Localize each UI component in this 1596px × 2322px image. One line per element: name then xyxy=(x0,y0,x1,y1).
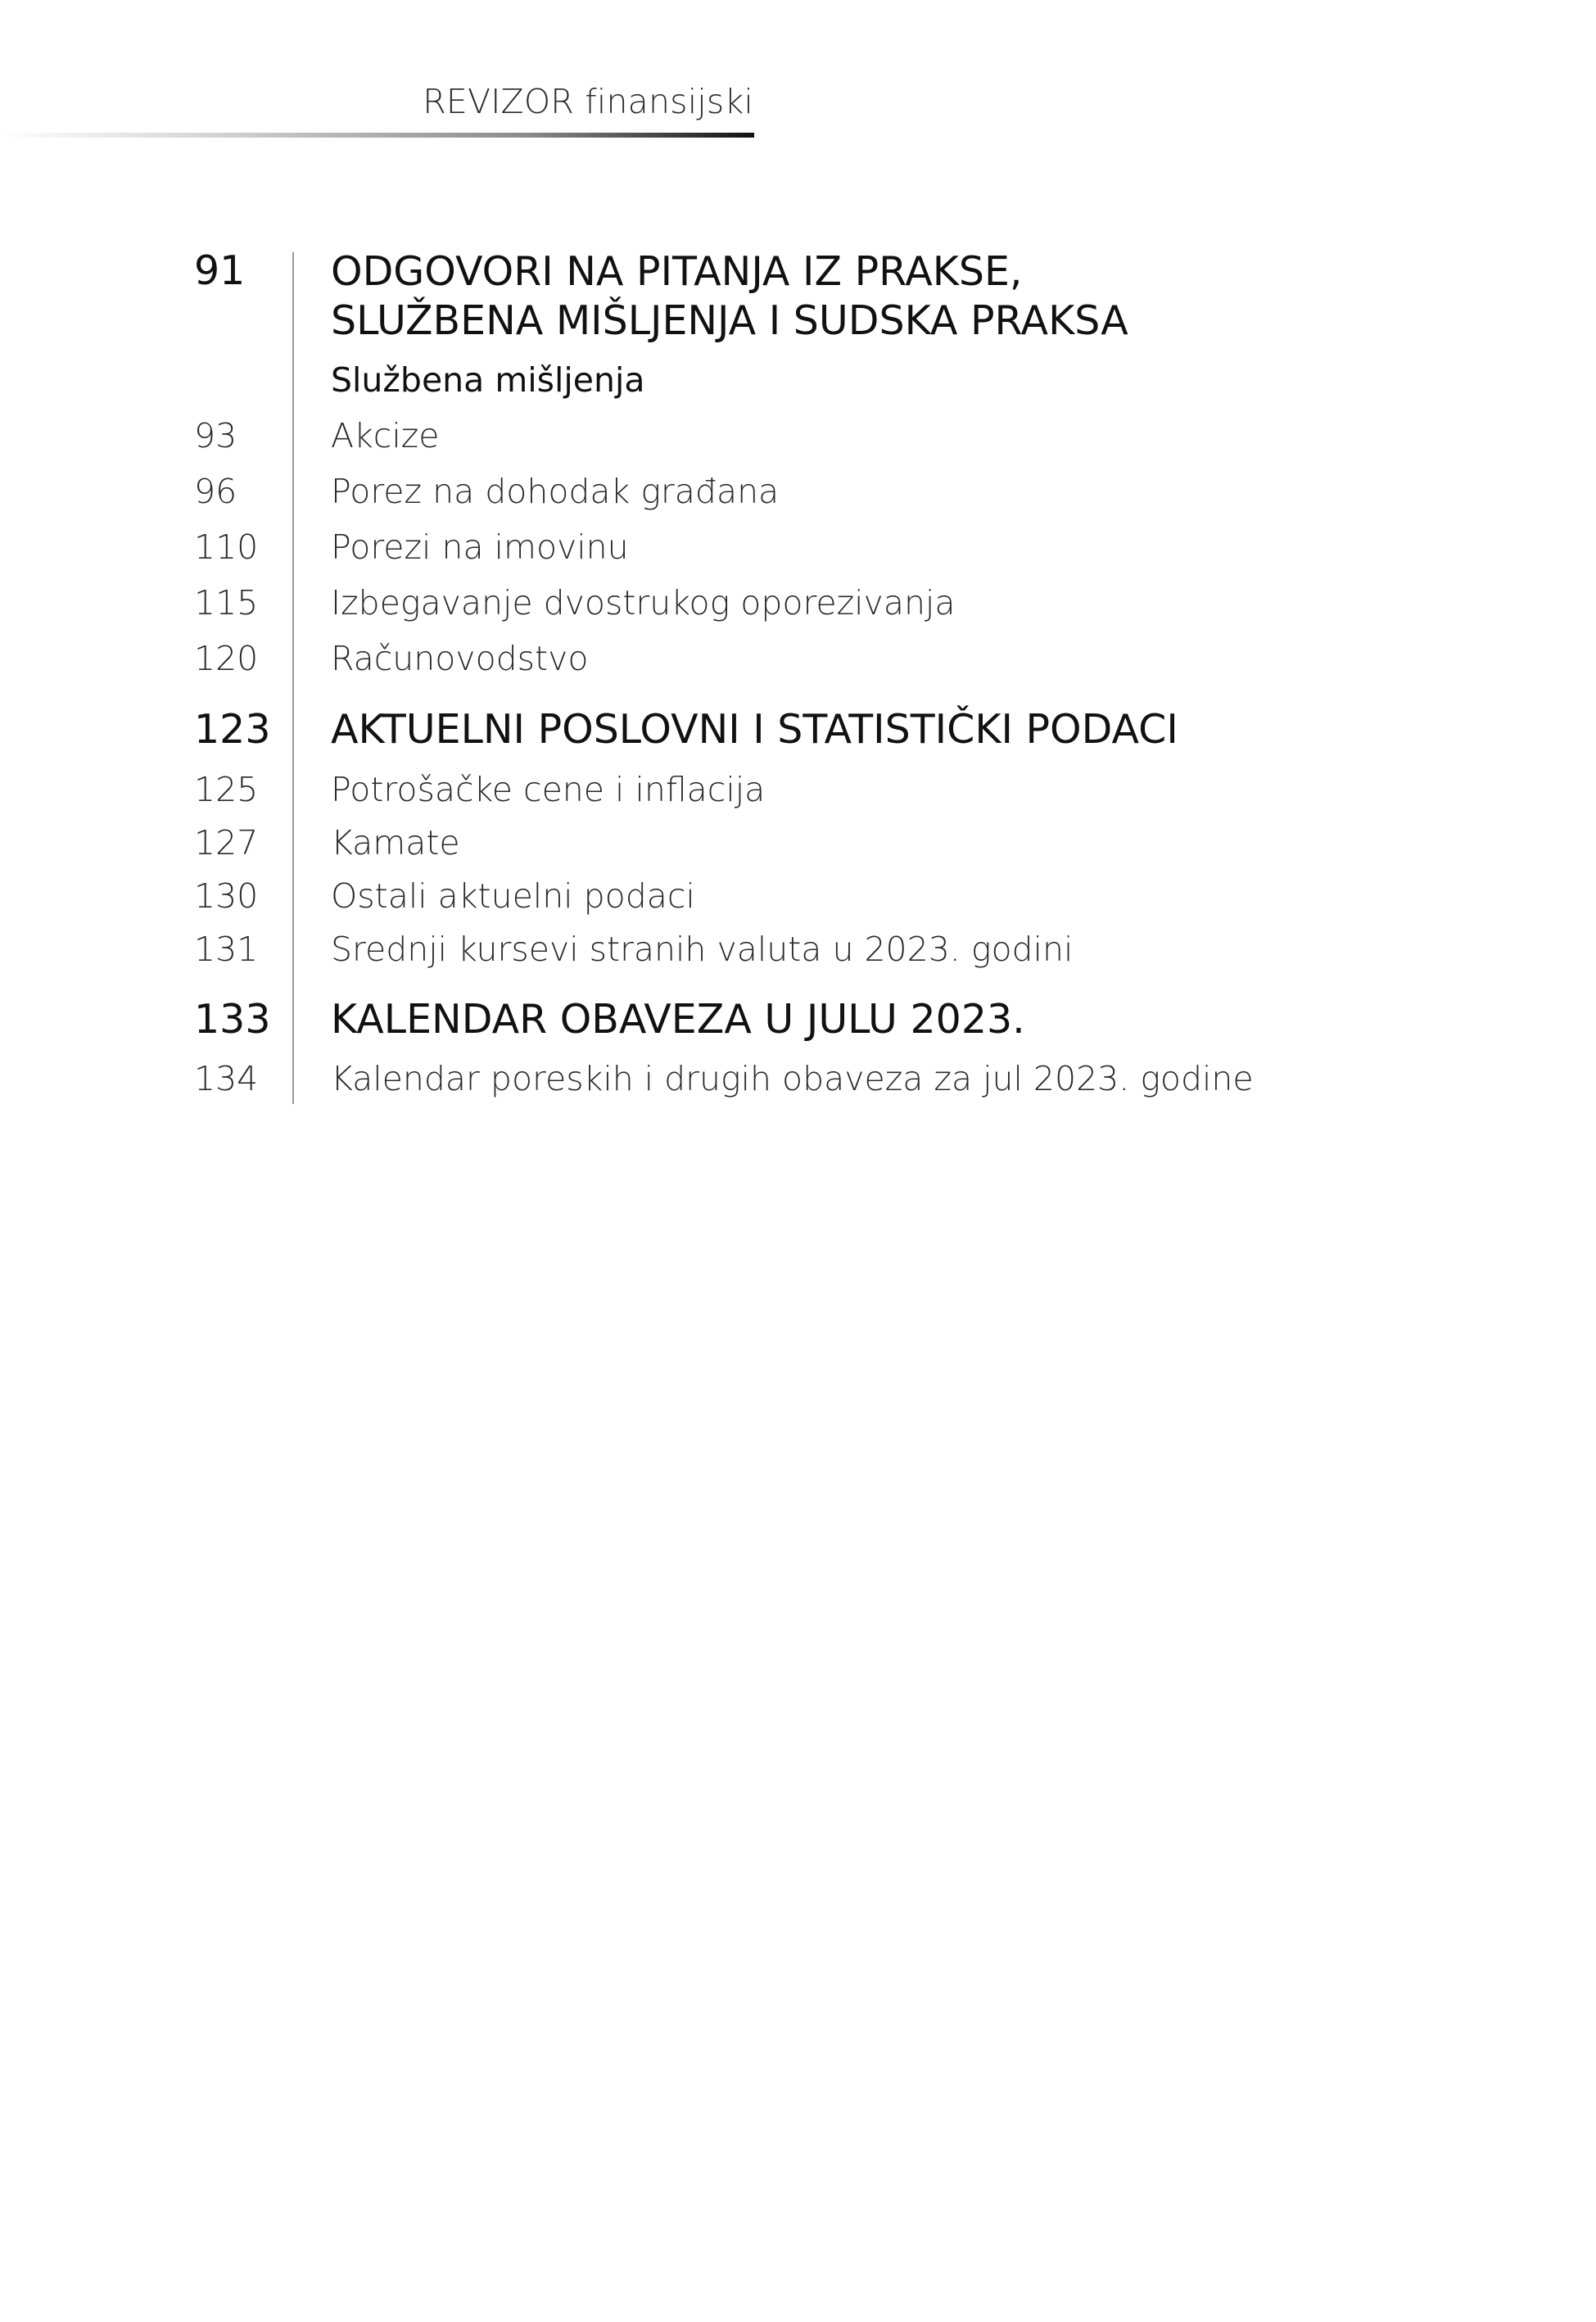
publication-title: REVIZOR finansijski xyxy=(423,82,753,121)
toc-entry-title: Srednji kursevi stranih valuta u 2023. godini xyxy=(331,930,1074,969)
toc-entry-title: Ostali aktuelni podaci xyxy=(331,876,695,916)
toc-page-number: 131 xyxy=(194,930,259,969)
toc-divider-line xyxy=(292,252,294,1104)
toc-entry-title: Porez na dohodak građana xyxy=(331,472,780,511)
toc-page-number: 134 xyxy=(194,1059,259,1098)
toc-entry-title: Kamate xyxy=(331,823,460,862)
toc-page-number: 93 xyxy=(194,416,237,455)
toc-entry-title: Akcize xyxy=(331,416,440,455)
toc-entry-title: Kalendar poreskih i drugih obaveza za jul 2023. godine xyxy=(331,1059,1254,1098)
toc-section-title xyxy=(331,247,1128,346)
toc-page-number: 110 xyxy=(194,527,259,567)
toc-section-title-line: SLUŽBENA MIŠLJENJA I SUDSKA PRAKSA xyxy=(331,297,1128,344)
toc-page-number: 120 xyxy=(194,639,259,678)
toc-section-title-line: ODGOVORI NA PITANJA IZ PRAKSE, xyxy=(331,248,1023,295)
toc-entry-title: Izbegavanje dvostrukog oporezivanja xyxy=(331,583,956,622)
toc-page-number: 123 xyxy=(194,706,271,753)
toc-section-title: AKTUELNI POSLOVNI I STATISTIČKI PODACI xyxy=(331,706,1178,753)
toc-entry-title: Potrošačke cene i inflacija xyxy=(331,770,766,809)
toc-page-number: 133 xyxy=(194,996,271,1043)
toc-page-number: 130 xyxy=(194,876,259,916)
toc-page-number: 127 xyxy=(194,823,259,862)
toc-page-number: 91 xyxy=(194,247,246,294)
toc-entry-title: Porezi na imovinu xyxy=(331,527,629,567)
toc-subheading-title: Službena mišljenja xyxy=(331,360,645,400)
toc-page-number: 125 xyxy=(194,770,259,809)
toc-entry-title: Računovodstvo xyxy=(331,639,589,678)
toc-page-number: 115 xyxy=(194,583,259,622)
toc-section-title: KALENDAR OBAVEZA U JULU 2023. xyxy=(331,996,1025,1043)
toc-page-number: 96 xyxy=(194,472,237,511)
